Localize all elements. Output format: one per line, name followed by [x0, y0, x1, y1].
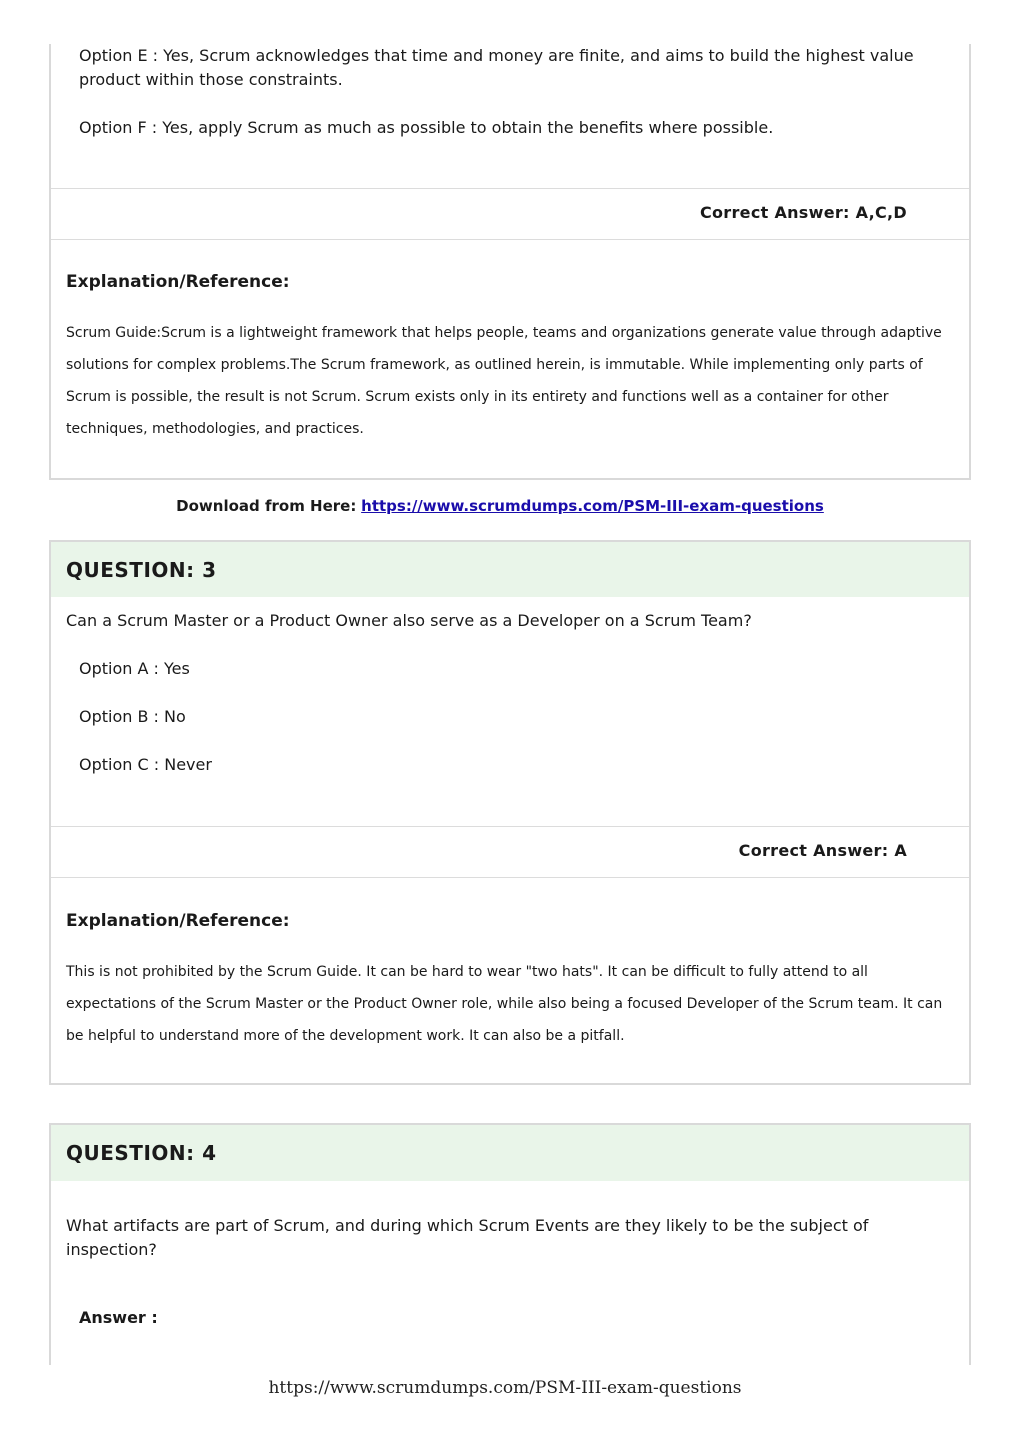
- option-e: Option E : Yes, Scrum acknowledges that time and money are finite, and aims to build the highest value product within those constraints.: [79, 46, 914, 89]
- question-header: [51, 542, 969, 597]
- explanation-title: Explanation/Reference:: [66, 272, 290, 292]
- option-f: Option F : Yes, apply Scrum as much as possible to obtain the benefits where possible.: [79, 118, 774, 137]
- question-2-card: [49, 44, 971, 480]
- download-label: Download from Here:: [176, 497, 357, 515]
- question-4-card: [49, 1123, 971, 1365]
- question-header: [51, 1125, 969, 1181]
- divider: [51, 239, 969, 240]
- answer-label: Answer :: [79, 1308, 158, 1327]
- explanation-title: Explanation/Reference:: [66, 911, 290, 931]
- question-title: QUESTION: 3: [66, 558, 217, 582]
- option-c: Option C : Never: [79, 755, 212, 774]
- divider: [51, 188, 969, 189]
- correct-answer: Correct Answer: A,C,D: [699, 203, 907, 222]
- download-line: [0, 497, 1000, 515]
- explanation-text: Scrum Guide:Scrum is a lightweight framework that helps people, teams and organizations generate value through adaptive solutions for complex problems.The Scrum framework, as outlined herein, is immutable. While implementing only parts of Scrum is possible, the result is not Scrum. Scrum exists only in its entirety and functions well as a container for other techniques, methodologies, and practices.: [66, 325, 942, 437]
- explanation-text: This is not prohibited by the Scrum Guide. It can be hard to wear "two hats". It can be difficult to fully attend to all expectations of the Scrum Master or the Product Owner role, while also being a focused Developer of the Scrum team. It can be helpful to understand more of the development work. It can also be a pitfall.: [66, 964, 943, 1044]
- correct-answer: Correct Answer: A: [738, 841, 907, 860]
- question-text: What artifacts are part of Scrum, and during which Scrum Events are they likely to be the subject of inspection?: [66, 1216, 869, 1259]
- footer-url: https://www.scrumdumps.com/PSM-III-exam-questions: [268, 1378, 742, 1398]
- question-text: Can a Scrum Master or a Product Owner also serve as a Developer on a Scrum Team?: [66, 611, 752, 630]
- option-a: Option A : Yes: [79, 659, 190, 678]
- divider: [51, 826, 969, 827]
- question-title: QUESTION: 4: [66, 1141, 217, 1165]
- download-link[interactable]: https://www.scrumdumps.com/PSM-III-exam-questions: [361, 497, 824, 515]
- question-3-card: [49, 540, 971, 1085]
- divider: [51, 877, 969, 878]
- option-b: Option B : No: [79, 707, 186, 726]
